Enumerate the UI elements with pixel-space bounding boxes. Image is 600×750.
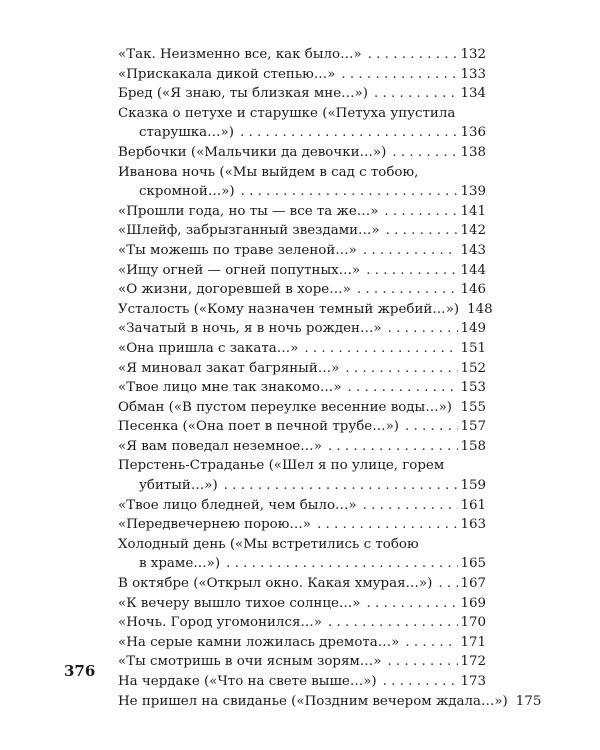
toc-entry-title: «О жизни, догоревшей в хоре…»: [118, 282, 351, 298]
toc-entry-line: [118, 417, 486, 437]
toc-entry: [118, 456, 486, 495]
toc-entry-title: Сказка о петухе и старушке («Петуха упустила: [118, 105, 456, 121]
toc-entry-title: Бред («Я знаю, ты близкая мне…»): [118, 86, 368, 102]
toc-entry-page-number: 175: [515, 693, 542, 709]
toc-entry: [118, 45, 486, 65]
toc-entry-page-number: 149: [460, 321, 486, 337]
dot-leader: [388, 319, 459, 339]
toc-entry-line: [118, 613, 486, 633]
toc-entry-page-number: 167: [460, 576, 486, 592]
page-number: 376: [64, 662, 96, 680]
toc-entry-page-number: 153: [460, 380, 486, 396]
toc-entry: [118, 692, 542, 712]
toc-entry-title: «Я миновал закат багряный…»: [118, 360, 340, 376]
toc-entry: [118, 319, 486, 339]
toc-entry-line: [118, 202, 486, 222]
dot-leader: [366, 261, 458, 281]
toc-entry-line: [118, 359, 486, 379]
dot-leader: [368, 45, 459, 65]
table-of-contents: [118, 45, 542, 711]
toc-entry: [118, 65, 486, 85]
toc-entry-line: [118, 104, 486, 124]
toc-entry-title: Не пришел на свиданье («Поздним вечером ждала…»): [118, 693, 508, 709]
toc-entry-title: «Передвечернею порою…»: [118, 517, 311, 533]
toc-entry-page-number: 142: [460, 223, 486, 239]
toc-entry-title: Вербочки («Мальчики да девочки…»): [118, 144, 387, 160]
toc-entry: [118, 104, 486, 143]
toc-entry-line: [118, 45, 486, 65]
dot-leader: [241, 182, 459, 202]
dot-leader: [392, 143, 458, 163]
dot-leader: [405, 633, 458, 653]
toc-entry: [118, 163, 486, 202]
toc-entry-page-number: 146: [460, 282, 486, 298]
toc-entry-line: [118, 261, 486, 281]
toc-entry-line: [118, 65, 486, 85]
toc-entry-page-number: 132: [460, 47, 486, 62]
toc-entry-page-number: 133: [460, 66, 486, 82]
toc-entry-page-number: 155: [460, 399, 486, 415]
toc-entry-page-number: 141: [460, 203, 486, 219]
toc-entry-line: [118, 143, 486, 163]
toc-entry-page-number: 151: [460, 340, 486, 356]
toc-entry-page-number: 157: [460, 419, 486, 435]
toc-entry: [118, 300, 493, 320]
toc-entry-line: [118, 221, 486, 241]
toc-entry-line: [118, 319, 486, 339]
toc-entry: [118, 633, 486, 653]
toc-entry-line: [118, 437, 486, 457]
toc-entry-line: [118, 339, 486, 359]
toc-entry-line: [118, 574, 486, 594]
toc-entry-line: [118, 496, 486, 516]
toc-entry-line: [118, 398, 486, 418]
dot-leader: [224, 476, 459, 496]
toc-entry-line: [118, 535, 486, 555]
toc-entry-page-number: 134: [460, 86, 486, 102]
toc-entry-title: «Ищу огней — огней попутных…»: [118, 262, 361, 278]
toc-entry-title: «Она пришла с заката…»: [118, 340, 299, 356]
dot-leader: [405, 417, 458, 437]
dot-leader: [240, 123, 458, 143]
toc-entry-page-number: 148: [467, 301, 493, 317]
toc-entry-continuation-line: [118, 123, 486, 143]
toc-entry-page-number: 143: [460, 242, 486, 258]
toc-entry: [118, 378, 486, 398]
toc-entry: [118, 613, 486, 633]
toc-entry: [118, 515, 486, 535]
toc-entry: [118, 652, 486, 672]
toc-entry-line: [118, 241, 486, 261]
dot-leader: [386, 221, 459, 241]
dot-leader: [328, 437, 459, 457]
dot-leader: [387, 652, 458, 672]
toc-entry: [118, 241, 486, 261]
toc-entry-title: «Ночь. Город угомонился…»: [118, 615, 322, 631]
toc-entry: [118, 672, 486, 692]
toc-entry-title: «Ты смотришь в очи ясным зорям…»: [118, 654, 382, 670]
toc-entry-continuation-line: [118, 182, 486, 202]
toc-entry-page-number: 172: [460, 654, 486, 670]
toc-entry-page-number: 163: [460, 517, 486, 533]
toc-entry: [118, 221, 486, 241]
toc-entry-title: Перстень-Страданье («Шел я по улице, горем: [118, 458, 445, 474]
dot-leader: [348, 378, 459, 398]
dot-leader: [438, 574, 458, 594]
toc-entry-title: На чердаке («Что на свете выше…»): [118, 674, 377, 689]
toc-entry-page-number: 171: [460, 634, 486, 650]
toc-entry-title: «Прискакала дикой степью…»: [118, 66, 336, 82]
toc-entry-title: «Так. Неизменно все, как было…»: [118, 47, 362, 62]
dot-leader: [317, 515, 458, 535]
toc-entry-title: Обман («В пустом переулке весенние воды…»): [118, 399, 453, 415]
toc-entry-title: В октябре («Открыл окно. Какая хмурая…»): [118, 576, 433, 592]
toc-entry-line: [118, 300, 493, 320]
toc-entry: [118, 202, 486, 222]
toc-entry-continuation-line: [118, 554, 486, 574]
dot-leader: [341, 65, 458, 85]
toc-entry-title: в храме…»): [139, 556, 221, 572]
dot-leader: [384, 202, 458, 222]
toc-entry-title: «Прошли года, но ты — все та же…»: [118, 203, 379, 219]
toc-entry-title: Усталость («Кому назначен темный жребий…»): [118, 301, 460, 317]
toc-entry-line: [118, 692, 542, 712]
toc-entry-line: [118, 456, 486, 476]
toc-entry-title: убитый…»): [139, 478, 218, 494]
toc-entry: [118, 417, 486, 437]
toc-entry-page-number: 169: [460, 595, 486, 611]
toc-entry: [118, 280, 486, 300]
toc-entry: [118, 359, 486, 379]
toc-entry-continuation-line: [118, 476, 486, 496]
dot-leader: [374, 84, 458, 104]
dot-leader: [345, 359, 458, 379]
toc-entry-page-number: 158: [460, 438, 486, 454]
toc-entry-line: [118, 163, 486, 183]
toc-entry-title: «Зачатый в ночь, я в ночь рожден…»: [118, 321, 382, 337]
toc-entry-title: Холодный день («Мы встретились с тобою: [118, 536, 419, 552]
toc-entry: [118, 594, 486, 614]
toc-entry-line: [118, 672, 486, 692]
toc-entry-line: [118, 633, 486, 653]
toc-entry: [118, 84, 486, 104]
toc-entry-title: скромной…»): [139, 184, 235, 200]
toc-entry-page-number: 152: [460, 360, 486, 376]
toc-entry: [118, 261, 486, 281]
dot-leader: [226, 554, 458, 574]
toc-entry-page-number: 161: [460, 497, 486, 513]
toc-entry-page-number: 144: [460, 262, 486, 278]
dot-leader: [357, 280, 459, 300]
dot-leader: [363, 496, 459, 516]
toc-entry-title: «Твое лицо бледней, чем было…»: [118, 497, 357, 513]
toc-entry-page-number: 165: [460, 556, 486, 572]
toc-entry-page-number: 138: [460, 144, 486, 160]
toc-entry-line: [118, 280, 486, 300]
toc-entry-title: «Шлейф, забрызганный звездами…»: [118, 223, 380, 239]
toc-entry-line: [118, 515, 486, 535]
toc-entry-page-number: 136: [460, 125, 486, 141]
toc-entry: [118, 437, 486, 457]
toc-entry-title: «Ты можешь по траве зеленой…»: [118, 242, 357, 258]
toc-entry-line: [118, 378, 486, 398]
toc-entry-line: [118, 652, 486, 672]
toc-entry: [118, 574, 486, 594]
toc-entry-title: Песенка («Она поет в печной трубе…»): [118, 419, 400, 435]
dot-leader: [328, 613, 458, 633]
toc-entry-title: «К вечеру вышло тихое солнце…»: [118, 595, 361, 611]
toc-entry-line: [118, 84, 486, 104]
dot-leader: [304, 339, 458, 359]
toc-entry-title: «Я вам поведал неземное…»: [118, 438, 322, 454]
dot-leader: [383, 672, 459, 692]
toc-entry-title: «Твое лицо мне так знакомо…»: [118, 380, 342, 396]
toc-entry: [118, 398, 486, 418]
toc-entry-title: старушка…»): [139, 125, 234, 141]
toc-entry-title: Иванова ночь («Мы выйдем в сад с тобою,: [118, 164, 419, 180]
toc-entry: [118, 143, 486, 163]
toc-entry-page-number: 173: [460, 674, 486, 689]
toc-entry-page-number: 170: [460, 615, 486, 631]
dot-leader: [366, 594, 458, 614]
dot-leader: [363, 241, 459, 261]
toc-entry: [118, 535, 486, 574]
toc-entry: [118, 496, 486, 516]
toc-entry-title: «На серые камни ложилась дремота…»: [118, 634, 400, 650]
toc-entry-line: [118, 594, 486, 614]
toc-entry-page-number: 159: [460, 478, 486, 494]
toc-entry: [118, 339, 486, 359]
toc-entry-page-number: 139: [460, 184, 486, 200]
